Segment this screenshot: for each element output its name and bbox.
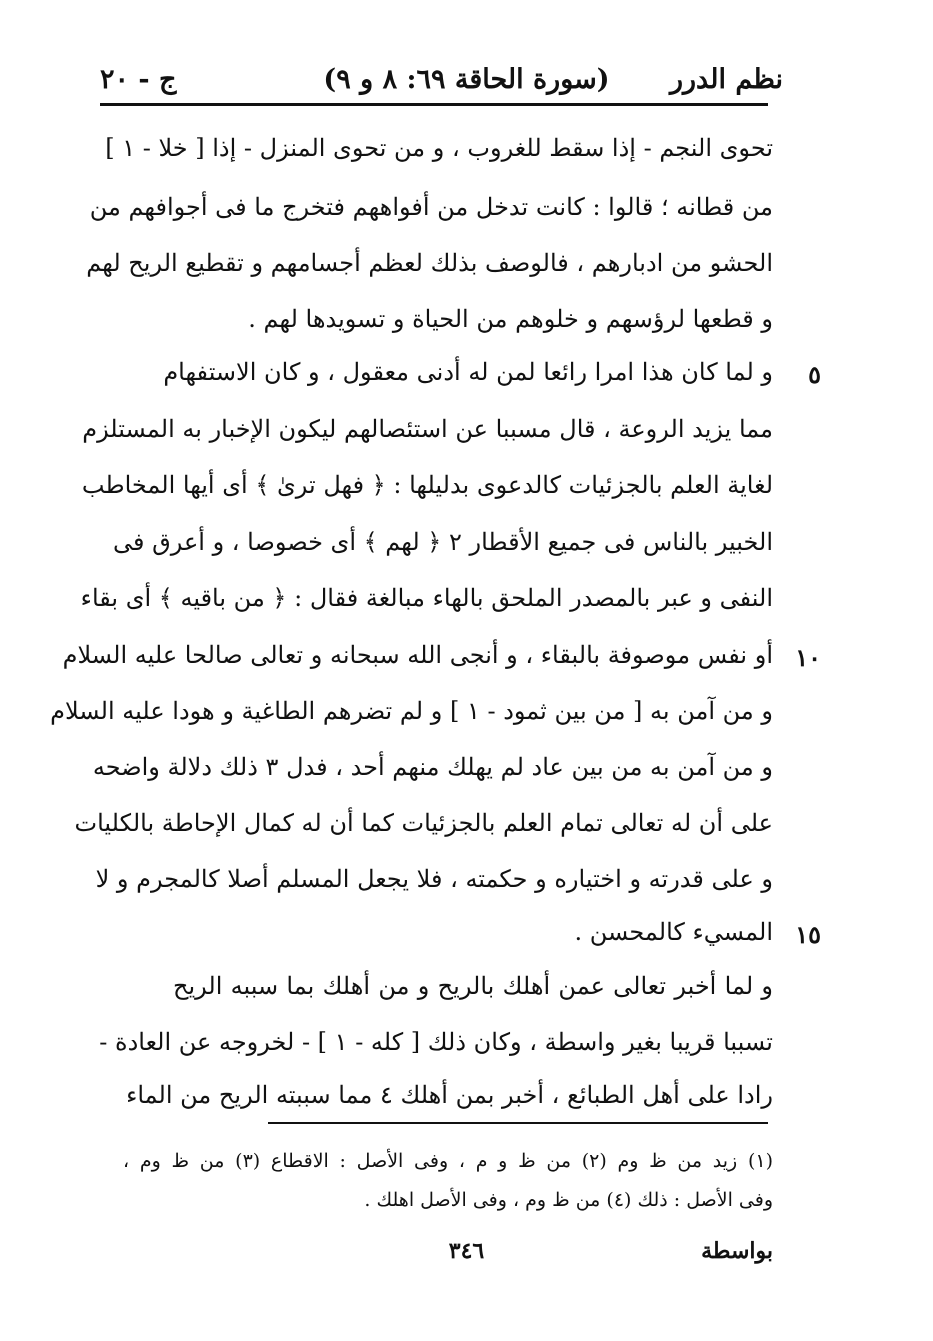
margin-line-number: ١٥ — [795, 920, 821, 949]
text-line: المسيء كالمحسن . — [574, 918, 773, 946]
text-line: أو نفس موصوفة بالبقاء ، و أنجى الله سبحانه و تعالى صالحا عليه السلام — [62, 641, 773, 669]
paragraph-first-line: و لما أخبر تعالى عمن أهلك بالريح و من أهلك بما سببه الريح — [173, 972, 773, 1000]
margin-line-number: ٥ — [808, 360, 821, 389]
text-line: و من آمن به من بين عاد لم يهلك منهم أحد ، فدل ٣ ذلك دلالة واضحه — [92, 753, 773, 781]
page-number: ٣٤٦ — [448, 1238, 485, 1264]
book-title: نظم الدرر — [669, 64, 783, 95]
footnote-line: وفى الأصل : ذلك (٤) من ظ وم ، وفى الأصل اهلك . — [364, 1189, 773, 1211]
header-rule — [100, 103, 768, 106]
text-line: و من آمن به [ من بين ثمود - ١ ] و لم تضرهم الطاغية و هودا عليه السلام — [50, 697, 773, 725]
text-line: تسببا قريبا بغير واسطة ، وكان ذلك [ كله - ١ ] - لخروجه عن العادة - — [99, 1028, 773, 1056]
footnote-rule — [268, 1122, 768, 1124]
text-line: الحشو من ادبارهم ، فالوصف بذلك لعظم أجسامهم و تقطيع الريح لهم — [86, 249, 773, 277]
surah-reference: (سورة الحاقة ٦٩: ٨ و ٩) — [323, 64, 610, 95]
text-line: رادا على أهل الطبائع ، أخبر بمن أهلك ٤ مما سببته الريح من الماء — [126, 1081, 773, 1109]
text-line: النفى و عبر بالمصدر الملحق بالهاء مبالغة فقال : ﴿ من باقيه ﴾ أى بقاء — [80, 584, 773, 612]
text-line: من قطانه ؛ قالوا : كانت تدخل من أفواههم فتخرج ما فى أجوافهم من — [89, 193, 773, 221]
text-line: و على قدرته و اختياره و حكمته ، فلا يجعل المسلم أصلا كالمجرم و لا — [95, 865, 773, 893]
text-line: تحوى النجم - إذا سقط للغروب ، و من تحوى المنزل - إذا [ خلا - ١ ] — [105, 134, 773, 162]
volume-number: ج - ٢٠ — [100, 64, 177, 95]
margin-line-number: ١٠ — [795, 643, 821, 672]
text-line: الخبير بالناس فى جميع الأقطار ٢ ﴿ لهم ﴾ أى خصوصا ، و أعرق فى — [112, 528, 773, 556]
text-line: لغاية العلم بالجزئيات كالدعوى بدليلها : ﴿ فهل ترىٰ ﴾ أى أيها المخاطب — [81, 471, 773, 499]
catchword: بواسطة — [701, 1238, 773, 1264]
text-line: و قطعها لرؤسهم و خلوهم من الحياة و تسويدها لهم . — [248, 305, 773, 333]
footnote-line: (١) زيد من ظ وم (٢) من ظ و م ، وفى الأصل : الاقطاع (٣) من ظ وم ، — [123, 1150, 774, 1172]
paragraph-first-line: و لما كان هذا امرا رائعا لمن له أدنى معقول ، و كان الاستفهام — [163, 358, 773, 386]
text-line: على أن له تعالى تمام العلم بالجزئيات كما أن له كمال الإحاطة بالكليات — [74, 809, 773, 837]
text-line: مما يزيد الروعة ، قال مسببا عن استئصالهم ليكون الإخبار به المستلزم — [82, 415, 773, 443]
